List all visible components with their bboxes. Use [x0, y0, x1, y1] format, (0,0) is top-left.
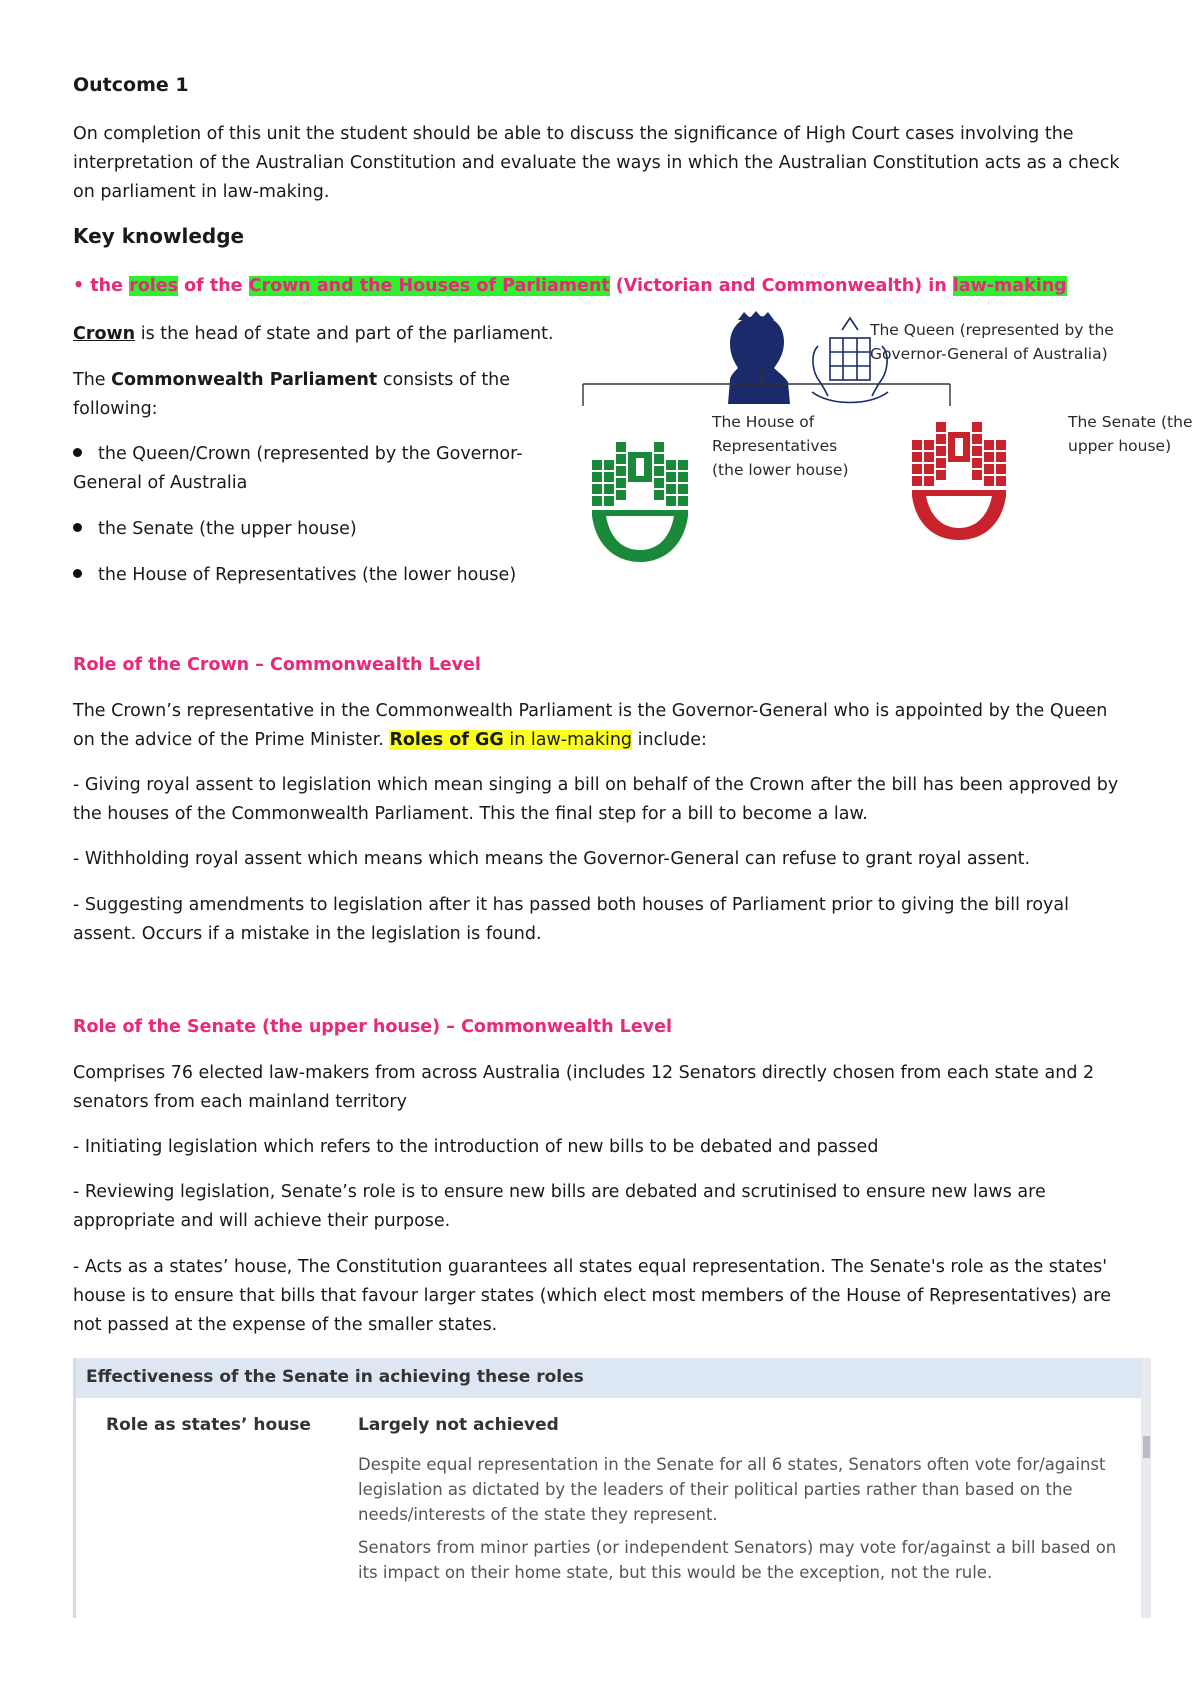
effectiveness-table-body — [73, 1398, 1141, 1618]
crown-role-item: - Suggesting amendments to legislation after it has passed both houses of Parliament prior to giving the bill royal assent. Occurs if a mistake in the legislation is found. — [73, 895, 1070, 944]
crown-role-item: - Withholding royal assent which means which means the Governor-General can refuse to grant royal assent. — [73, 849, 1031, 869]
gg-roles-after: include: — [632, 730, 707, 750]
bullet-text: the House of Representatives (the lower house) — [98, 565, 517, 585]
intro-bold: Commonwealth Parliament — [111, 370, 378, 390]
gg-roles-bold: Roles of GG — [389, 730, 504, 750]
highlight-crown-houses: Crown and the Houses of Parliament — [248, 276, 610, 296]
crown-definition-text: is the head of state and part of the parliament. — [140, 324, 554, 344]
crown-intro-text: The Crown’s representative in the Commonwealth Parliament is the Governor-General who is appointed by the Queen on the advice of the Prime Minister. — [73, 701, 1108, 750]
intro-post: consists of the following: — [73, 370, 511, 419]
crown-section-heading: Role of the Crown – Commonwealth Level — [73, 655, 481, 675]
table-left-border — [73, 1358, 76, 1618]
commonwealth-parliament-intro — [73, 366, 523, 424]
key-point-text: the — [90, 276, 123, 296]
effectiveness-table-title: Effectiveness of the Senate in achieving these roles — [86, 1367, 584, 1387]
bullet-list-item — [73, 515, 563, 544]
house-of-representatives-label: The House of Representatives (the lower house) — [712, 413, 849, 479]
key-point-text: (Victorian and Commonwealth) in — [615, 276, 947, 296]
row-label: Role as states’ house — [106, 1415, 311, 1435]
senate-label: The Senate (the upper house) — [1068, 413, 1193, 455]
bullet-icon — [73, 523, 82, 532]
bullet-text: the Queen/Crown (represented by the Governor-General of Australia — [73, 444, 523, 493]
effectiveness-table — [73, 1358, 1151, 1618]
intro-pre: The — [73, 370, 106, 390]
queen-label: The Queen (represented by the Governor-General of Australia) — [870, 321, 1114, 363]
senate-section-intro: Comprises 76 elected law-makers from across Australia (includes 12 Senators directly chosen from each state and 2 senators from each mainland territory — [73, 1063, 1095, 1112]
crown-section-intro — [73, 697, 1123, 755]
bullet-list-item — [73, 561, 563, 590]
row-paragraph: Senators from minor parties (or independent Senators) may vote for/against a bill based on its impact on their home state, but this would be the exception, not the rule. — [358, 1538, 1117, 1582]
queen-silhouette-icon — [728, 311, 790, 404]
senate-role-item: - Initiating legislation which refers to the introduction of new bills to be debated and passed — [73, 1137, 879, 1157]
crown-role-item: - Giving royal assent to legislation which mean singing a bill on behalf of the Crown after the bill has been approved by the houses of the Commonwealth Parliament. This the final step for a bill to become a law. — [73, 775, 1119, 824]
senate-role-item: - Acts as a states’ house, The Constitution guarantees all states equal representation. The Senate's role as the states' house is to ensure that bills that favour larger states (which elect most members of the House of Representatives) are not passed at the expense of the smaller states. — [73, 1257, 1112, 1335]
table-scrollbar-thumb[interactable] — [1143, 1436, 1150, 1458]
bullet-icon — [73, 448, 82, 457]
senate-role-item: - Reviewing legislation, Senate’s role is to ensure new bills are debated and scrutinised to ensure new laws are appropriate and will achieve their purpose. — [73, 1182, 1046, 1231]
senate-section-heading: Role of the Senate (the upper house) – Commonwealth Level — [73, 1017, 672, 1037]
bullet-icon — [73, 569, 82, 578]
row-paragraph: Despite equal representation in the Senate for all 6 states, Senators often vote for/against legislation as dictated by the leaders of their political parties rather than based on the needs/interests of the state they represent. — [358, 1455, 1106, 1524]
outcome-description: On completion of this unit the student should be able to discuss the significance of High Court cases involving the interpretation of the Australian Constitution and evaluate the ways in which the Australian Constitution acts as a check on parliament in law-making. — [73, 124, 1120, 202]
bullet-marker: • — [73, 276, 85, 296]
key-point-text: of the — [184, 276, 243, 296]
table-scrollbar[interactable] — [1141, 1358, 1151, 1618]
outcome-title: Outcome 1 — [73, 74, 189, 96]
parliament-diagram — [580, 310, 1200, 570]
key-knowledge-point — [73, 272, 1123, 300]
highlight-law-making: law-making — [952, 276, 1067, 296]
crown-term: Crown — [73, 324, 136, 344]
row-verdict: Largely not achieved — [358, 1415, 559, 1435]
highlight-roles: roles — [129, 276, 179, 296]
gg-roles-highlight — [389, 730, 632, 750]
key-knowledge-title: Key knowledge — [73, 224, 245, 248]
bullet-text: the Senate (the upper house) — [98, 519, 357, 539]
crown-definition — [73, 320, 593, 349]
gg-roles-rest: in law-making — [503, 730, 633, 750]
effectiveness-table-header — [73, 1358, 1141, 1398]
bullet-list-item — [73, 440, 563, 498]
